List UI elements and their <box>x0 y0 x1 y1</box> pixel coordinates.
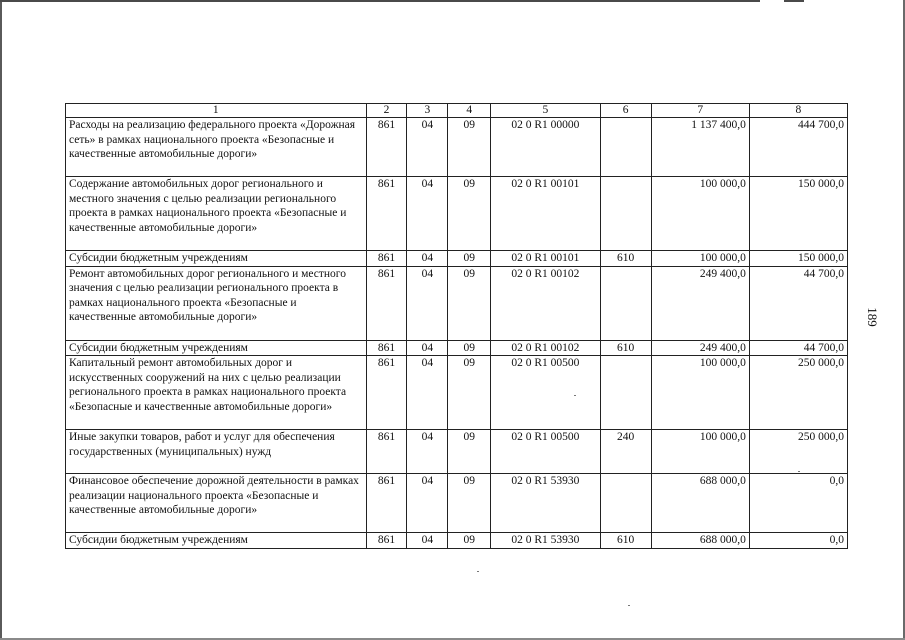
code-grbs: 861 <box>366 474 407 533</box>
expense-type <box>600 356 651 430</box>
code-subsection: 09 <box>448 356 491 430</box>
amount-year-2: 0,0 <box>749 533 847 549</box>
code-subsection: 09 <box>448 177 491 251</box>
target-article: 02 0 R1 00000 <box>491 118 600 177</box>
expense-type <box>600 266 651 340</box>
expense-name: Субсидии бюджетным учреждениям <box>66 251 367 267</box>
target-article: 02 0 R1 00101 <box>491 251 600 267</box>
code-subsection: 09 <box>448 340 491 356</box>
target-article: 02 0 R1 00500 <box>491 430 600 474</box>
amount-year-2: 44 700,0 <box>749 340 847 356</box>
code-grbs: 861 <box>366 430 407 474</box>
amount-year-1: 100 000,0 <box>651 356 749 430</box>
table-row <box>66 474 848 533</box>
expense-type: 240 <box>600 430 651 474</box>
table-row <box>66 251 848 267</box>
table-row <box>66 118 848 177</box>
target-article: 02 0 R1 00101 <box>491 177 600 251</box>
table-row <box>66 177 848 251</box>
code-grbs: 861 <box>366 356 407 430</box>
scan-speck <box>477 571 479 572</box>
expense-type <box>600 118 651 177</box>
code-grbs: 861 <box>366 340 407 356</box>
code-section: 04 <box>407 118 448 177</box>
expense-name: Иные закупки товаров, работ и услуг для обеспечения государственных (муниципальных) нужд <box>66 430 367 474</box>
table-row <box>66 266 848 340</box>
target-article: 02 0 R1 00102 <box>491 340 600 356</box>
code-grbs: 861 <box>366 177 407 251</box>
code-section: 04 <box>407 340 448 356</box>
code-section: 04 <box>407 177 448 251</box>
amount-year-1: 249 400,0 <box>651 340 749 356</box>
scan-border-top-fragment <box>784 0 804 2</box>
amount-year-2: 150 000,0 <box>749 251 847 267</box>
code-subsection: 09 <box>448 251 491 267</box>
amount-year-2: 444 700,0 <box>749 118 847 177</box>
code-section: 04 <box>407 430 448 474</box>
budget-table <box>65 103 848 549</box>
column-header: 5 <box>491 104 600 118</box>
target-article: 02 0 R1 00102 <box>491 266 600 340</box>
amount-year-1: 688 000,0 <box>651 474 749 533</box>
code-section: 04 <box>407 251 448 267</box>
amount-year-2: 150 000,0 <box>749 177 847 251</box>
amount-year-1: 1 137 400,0 <box>651 118 749 177</box>
expense-name: Субсидии бюджетным учреждениям <box>66 533 367 549</box>
code-subsection: 09 <box>448 474 491 533</box>
expense-name: Финансовое обеспечение дорожной деятельности в рамках реализации национального проекта «Безопасные и качественные автомобильные дороги» <box>66 474 367 533</box>
code-grbs: 861 <box>366 533 407 549</box>
code-section: 04 <box>407 266 448 340</box>
code-subsection: 09 <box>448 118 491 177</box>
code-subsection: 09 <box>448 266 491 340</box>
expense-name: Ремонт автомобильных дорог регионального и местного значения с целью реализации регионального проекта в рамках национального проекта «Безопасные и качественные автомобильные дороги» <box>66 266 367 340</box>
target-article: 02 0 R1 53930 <box>491 533 600 549</box>
code-section: 04 <box>407 474 448 533</box>
expense-type <box>600 474 651 533</box>
code-grbs: 861 <box>366 118 407 177</box>
scan-speck <box>628 605 630 606</box>
expense-type: 610 <box>600 340 651 356</box>
target-article: 02 0 R1 00500 <box>491 356 600 430</box>
code-grbs: 861 <box>366 251 407 267</box>
code-subsection: 09 <box>448 533 491 549</box>
expense-name: Содержание автомобильных дорог регионального и местного значения с целью реализации регионального проекта в рамках национального проекта «Безопасные и качественные автомобильные дороги» <box>66 177 367 251</box>
expense-type: 610 <box>600 533 651 549</box>
expense-name: Капитальный ремонт автомобильных дорог и искусственных сооружений на них с целью реализации регионального проекта в рамках национального проекта «Безопасные и качественные автомобильные дороги» <box>66 356 367 430</box>
expense-name: Субсидии бюджетным учреждениям <box>66 340 367 356</box>
scan-border-top <box>0 0 760 2</box>
code-section: 04 <box>407 533 448 549</box>
column-header: 7 <box>651 104 749 118</box>
amount-year-2: 250 000,0 <box>749 356 847 430</box>
column-header: 1 <box>66 104 367 118</box>
table-row <box>66 356 848 430</box>
amount-year-2: 250 000,0 <box>749 430 847 474</box>
column-header: 6 <box>600 104 651 118</box>
expense-type <box>600 177 651 251</box>
table-row <box>66 430 848 474</box>
scan-border-left <box>0 0 2 640</box>
code-grbs: 861 <box>366 266 407 340</box>
table-row <box>66 340 848 356</box>
column-header: 4 <box>448 104 491 118</box>
amount-year-1: 249 400,0 <box>651 266 749 340</box>
scan-speck <box>798 471 800 472</box>
table-row <box>66 533 848 549</box>
target-article: 02 0 R1 53930 <box>491 474 600 533</box>
amount-year-1: 100 000,0 <box>651 177 749 251</box>
column-number-row <box>66 104 848 118</box>
amount-year-1: 100 000,0 <box>651 251 749 267</box>
column-header: 8 <box>749 104 847 118</box>
column-header: 2 <box>366 104 407 118</box>
amount-year-1: 100 000,0 <box>651 430 749 474</box>
expense-name: Расходы на реализацию федерального проекта «Дорожная сеть» в рамках национального проекта «Безопасные и качественные автомобильные дороги» <box>66 118 367 177</box>
expense-type: 610 <box>600 251 651 267</box>
amount-year-2: 44 700,0 <box>749 266 847 340</box>
code-section: 04 <box>407 356 448 430</box>
code-subsection: 09 <box>448 430 491 474</box>
column-header: 3 <box>407 104 448 118</box>
amount-year-2: 0,0 <box>749 474 847 533</box>
page-number: 189 <box>865 307 880 327</box>
amount-year-1: 688 000,0 <box>651 533 749 549</box>
scan-speck <box>574 395 576 396</box>
